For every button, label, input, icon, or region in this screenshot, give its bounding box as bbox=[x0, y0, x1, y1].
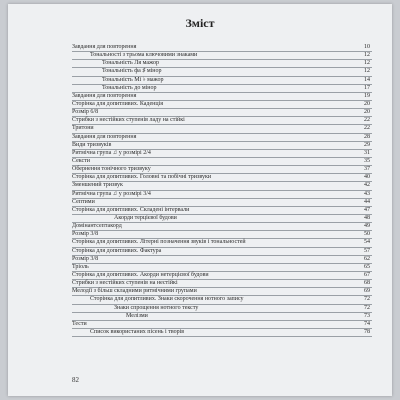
toc-entry-page: 65 bbox=[364, 263, 370, 270]
toc-entry bbox=[72, 248, 372, 256]
toc-entry-label: Тональності з трьома ключовими знаками bbox=[90, 52, 198, 59]
toc-entry-label: Домінантсептакорд bbox=[72, 223, 122, 230]
toc-entry-page: 22 bbox=[364, 117, 370, 124]
toc-entry-label: Тритони bbox=[72, 125, 94, 132]
toc-entry bbox=[72, 329, 372, 337]
toc-entry-page: 29 bbox=[364, 141, 370, 148]
toc-entry-page: 69 bbox=[364, 288, 370, 295]
toc-entry-label: Завдання для повторення bbox=[72, 133, 137, 140]
toc-entry bbox=[72, 125, 372, 133]
toc-entry-page: 12 bbox=[364, 52, 370, 59]
toc-entry-page: 10 bbox=[364, 44, 370, 50]
toc-entry-page: 40 bbox=[364, 174, 370, 181]
toc-entry-label: Розмір 6/8 bbox=[72, 109, 99, 116]
toc-entry-page: 42 bbox=[364, 182, 370, 189]
toc-entry-page: 78 bbox=[364, 328, 370, 335]
toc-entry-label: Сторінка для допитливих. Складені інтервали bbox=[72, 206, 190, 213]
toc-entry-label: Список використаних пісень і творів bbox=[90, 328, 185, 335]
toc-entry-label: Сторінка для допитливих. Знаки скорочення нотного запису bbox=[90, 296, 244, 303]
toc-entry bbox=[72, 44, 372, 52]
toc-entry bbox=[72, 256, 372, 264]
toc-entry bbox=[72, 272, 372, 280]
toc-entry-label: Сторінка для допитливих. Головні та побічні тризвуки bbox=[72, 174, 212, 181]
toc-entry-label: Обернення тонічного тризвуку bbox=[72, 166, 151, 173]
toc-entry-label: Знаки спрощення нотного тексту bbox=[114, 304, 199, 311]
toc-entry-page: 49 bbox=[364, 223, 370, 230]
toc-entry bbox=[72, 85, 372, 93]
toc-entry-page: 62 bbox=[364, 255, 370, 262]
toc-entry-page: 19 bbox=[364, 92, 370, 99]
toc-entry bbox=[72, 68, 372, 76]
toc-entry-page: 47 bbox=[364, 206, 370, 213]
toc-entry-label: Розмір 3/8 bbox=[72, 231, 99, 238]
toc-entry bbox=[72, 191, 372, 199]
toc-entry-label: Види тризвуків bbox=[72, 141, 112, 148]
toc-entry bbox=[72, 158, 372, 166]
toc-entry bbox=[72, 264, 372, 272]
toc-entry-label: Сторінка для допитливих. Фактура bbox=[72, 247, 162, 254]
toc-entry-page: 73 bbox=[364, 312, 370, 319]
toc-entry-page: 72 bbox=[364, 304, 370, 311]
toc-entry bbox=[72, 182, 372, 190]
toc-entry bbox=[72, 305, 372, 313]
toc-entry-label: Септими bbox=[72, 198, 95, 205]
toc-entry bbox=[72, 288, 372, 296]
toc-entry bbox=[72, 93, 372, 101]
toc-entry-page: 50 bbox=[364, 231, 370, 238]
toc-entry bbox=[72, 215, 372, 223]
toc-entry-label: Розмір 3/8 bbox=[72, 255, 99, 262]
toc-entry-page: 14 bbox=[364, 76, 370, 83]
toc-entry-page: 37 bbox=[364, 166, 370, 173]
toc-entry bbox=[72, 77, 372, 85]
toc-entry bbox=[72, 296, 372, 304]
toc-entry-page: 17 bbox=[364, 84, 370, 91]
toc-entry-page: 44 bbox=[364, 198, 370, 205]
toc-entry-page: 72 bbox=[364, 296, 370, 303]
toc-entry bbox=[72, 223, 372, 231]
toc-entry-page: 20 bbox=[364, 109, 370, 116]
toc-entry-label: Сторінка для допитливих. Каденція bbox=[72, 100, 163, 107]
toc-entry-page: 54 bbox=[364, 239, 370, 246]
toc-entry-label: Тональність до мінор bbox=[102, 84, 157, 91]
toc-entry bbox=[72, 101, 372, 109]
toc-entry-page: 35 bbox=[364, 157, 370, 164]
toc-entry-label: Мелодії з більш складними ритмічними групами bbox=[72, 288, 197, 295]
toc-entry bbox=[72, 207, 372, 215]
toc-entry-label: Сторінка для допитливих. Літерні позначення звуків і тональностей bbox=[72, 239, 246, 246]
toc-entry-page: 28 bbox=[364, 133, 370, 140]
toc-entry-label: Акорди терцієвої будови bbox=[114, 214, 177, 221]
toc-entry-label: Тональність Ля мажор bbox=[102, 60, 160, 67]
toc-entry-label: Сторінка для допитливих. Акорди нетерцієвої будови bbox=[72, 271, 209, 278]
page-title: Зміст bbox=[185, 16, 215, 30]
toc-entry-label: Стрибки з нестійких ступенів на нестійкі bbox=[72, 280, 178, 287]
toc-entry bbox=[72, 313, 372, 321]
toc-entry-label: Мелізми bbox=[126, 312, 148, 319]
toc-entry bbox=[72, 52, 372, 60]
table-of-contents bbox=[72, 44, 372, 337]
toc-entry bbox=[72, 150, 372, 158]
toc-entry-label: Завдання для повторення bbox=[72, 44, 137, 50]
toc-entry-page: 22 bbox=[364, 125, 370, 132]
toc-entry-page: 20 bbox=[364, 100, 370, 107]
page-number: 82 bbox=[72, 376, 79, 384]
toc-entry-page: 67 bbox=[364, 271, 370, 278]
toc-entry-page: 57 bbox=[364, 247, 370, 254]
toc-entry bbox=[72, 199, 372, 207]
toc-entry-label: Сексти bbox=[72, 157, 90, 164]
toc-entry bbox=[72, 321, 372, 329]
toc-entry-label: Тріоль bbox=[72, 263, 89, 270]
document-page bbox=[8, 4, 392, 396]
toc-entry bbox=[72, 117, 372, 125]
toc-entry-label: Тести bbox=[72, 320, 87, 327]
toc-entry-page: 12 bbox=[364, 60, 370, 67]
toc-entry-page: 74 bbox=[364, 320, 370, 327]
toc-entry-label: Зменшений тризвук bbox=[72, 182, 123, 189]
toc-entry bbox=[72, 142, 372, 150]
toc-entry-label: Стрибки з нестійких ступенів ладу на стійкі bbox=[72, 117, 185, 124]
toc-entry-label: Ритмічна група ♫ у розмірі 2/4 bbox=[72, 149, 151, 156]
toc-entry-page: 31 bbox=[364, 149, 370, 156]
toc-entry-page: 12 bbox=[364, 68, 370, 75]
toc-entry-label: Завдання для повторення bbox=[72, 92, 137, 99]
toc-entry-label: Ритмічна група ♫ у розмірі 3/4 bbox=[72, 190, 151, 197]
toc-entry-page: 48 bbox=[364, 214, 370, 221]
toc-entry bbox=[72, 134, 372, 142]
toc-entry bbox=[72, 239, 372, 247]
toc-entry-page: 43 bbox=[364, 190, 370, 197]
toc-entry-label: Тональність фа ♯ мінор bbox=[102, 68, 162, 75]
toc-entry bbox=[72, 280, 372, 288]
toc-entry-label: Тональність Мі ♭ мажор bbox=[102, 76, 164, 83]
toc-entry-page: 68 bbox=[364, 280, 370, 287]
